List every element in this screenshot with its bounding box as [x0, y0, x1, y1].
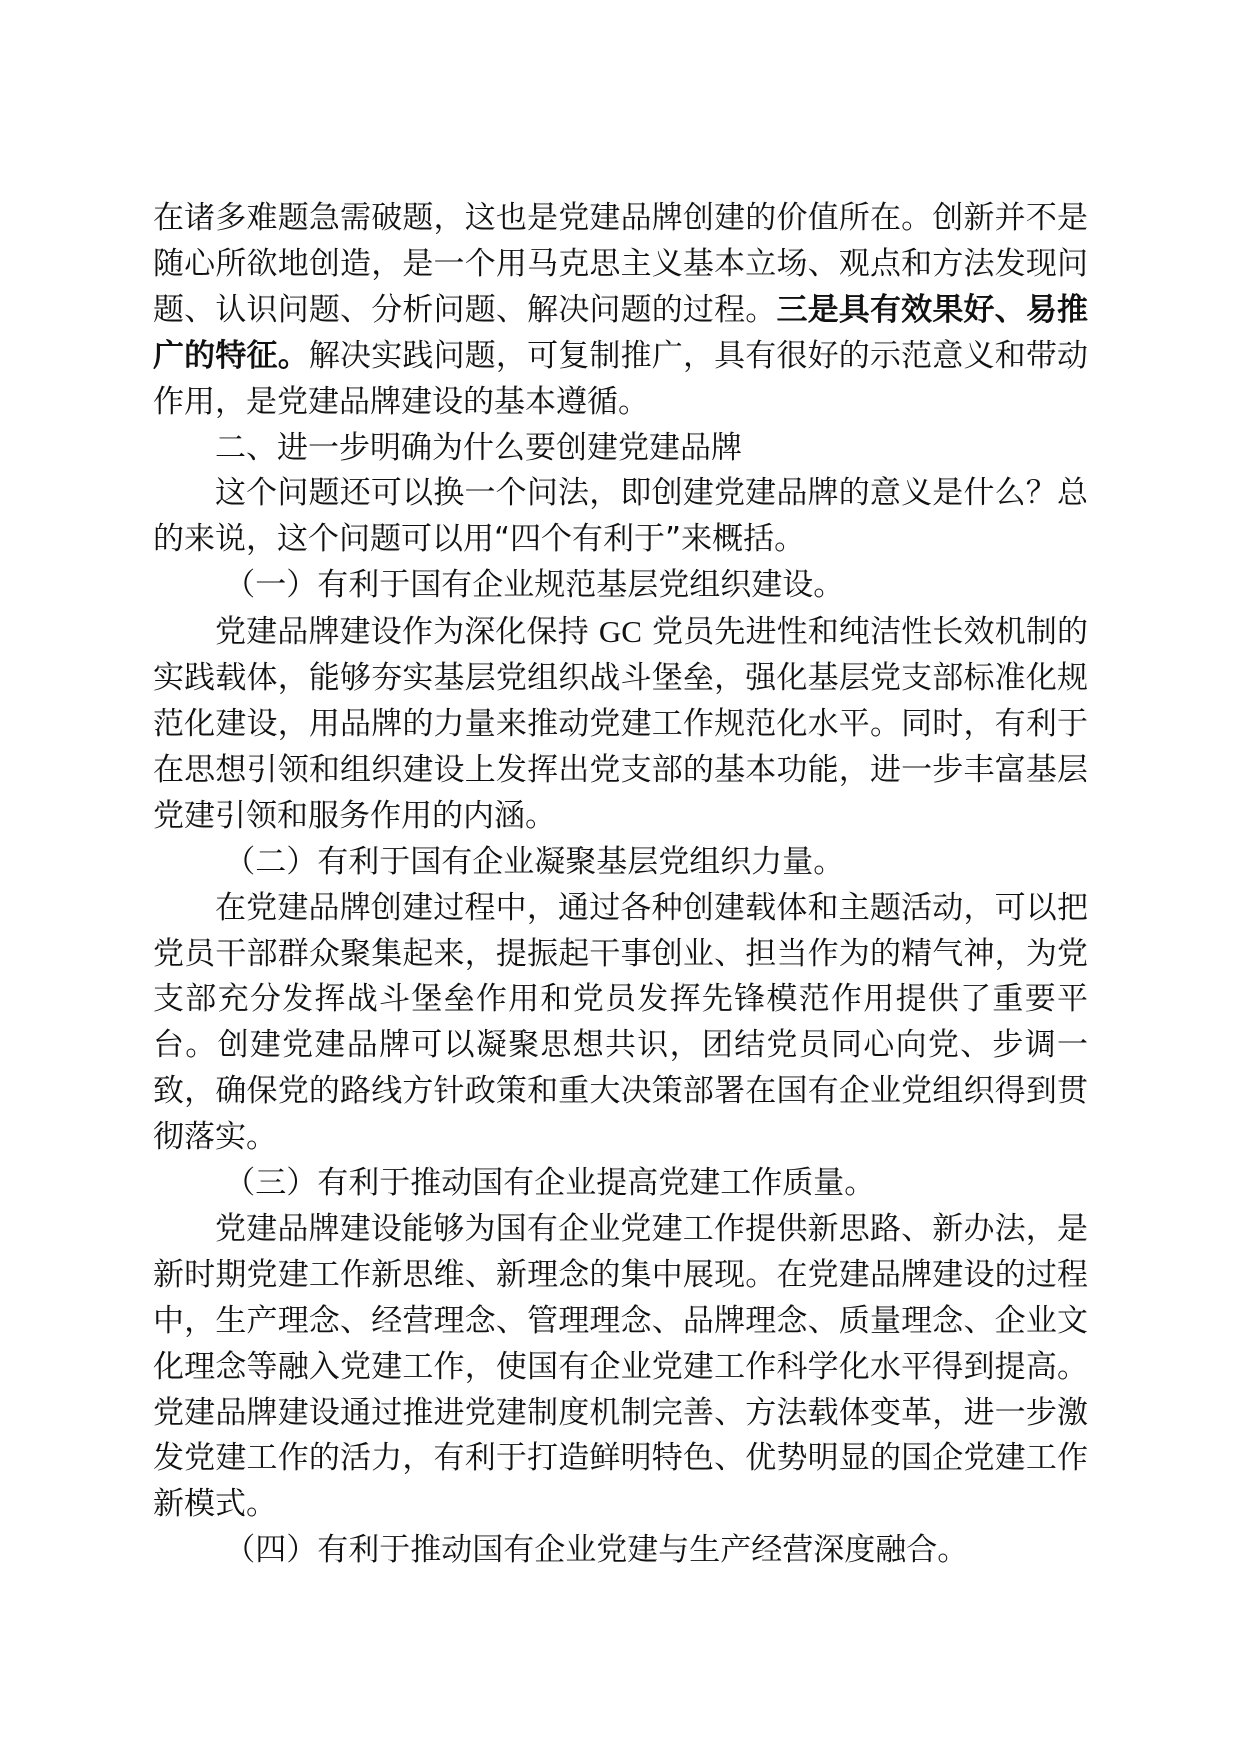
paragraph-text: 解决实践问题，可复制推广，具有很好的示范意义和带动作用，是党建品牌建设的基本遵循。 — [153, 337, 1089, 420]
paragraph-sub-three: 党建品牌建设能够为国有企业党建工作提供新思路、新办法，是新时期党建工作新思维、新理念的集中展现。在党建品牌建设的过程中，生产理念、经营理念、管理理念、品牌理念、质量理念、企业文化理念等融入党建工作，使国有企业党建工作科学化水平得到提高。党建品牌建设通过推进党建制度机制完善、方法载体变革，进一步激发党建工作的活力，有利于打造鲜明特色、优势明显的国企党建工作新模式。 — [153, 1210, 1088, 1523]
paragraph-sub-one — [153, 609, 1088, 840]
paragraph-text: 党建品牌建设作为深化保持 — [215, 614, 599, 651]
latin-abbreviation: GC — [598, 614, 642, 650]
paragraph-text: 党员先进性和纯洁性长效机制的实践载体，能够夯实基层党组织战斗堡垒，强化基层党支部标准化规范化建设，用品牌的力量来推动党建工作规范化水平。同时，有利于在思想引领和组织建设上发挥出党支部的基本功能，进一步丰富基层党建引领和服务作用的内涵。 — [153, 614, 1089, 834]
subheading-three: （三）有利于推动国有企业提高党建工作质量。 — [224, 1165, 876, 1202]
subheading-four: （四）有利于推动国有企业党建与生产经营深度融合。 — [224, 1532, 969, 1569]
paragraph-value-of-brand — [153, 196, 1088, 426]
subheading-two: （二）有利于国有企业凝聚基层党组织力量。 — [224, 843, 845, 880]
document-body — [153, 196, 1088, 1574]
paragraph-sub-two: 在党建品牌创建过程中，通过各种创建载体和主题活动，可以把党员干部群众聚集起来，提振起干事创业、担当作为的精气神，为党支部充分发挥战斗堡垒作用和党员发挥先锋模范作用提供了重要平台。创建党建品牌可以凝聚思想共识，团结党员同心向党、步调一致，确保党的路线方针政策和重大决策部署在国有企业党组织得到贯彻落实。 — [153, 889, 1088, 1156]
paragraph-text: 在诸多难题急需破题，这也是党建品牌创建的价值所在。创新并不是随心所欲地创造，是一个用马克思主义基本立场、观点和方法发现问题、认识问题、分析问题、解决问题的过程。 — [153, 200, 1088, 328]
paragraph-meaning-intro: 这个问题还可以换一个问法，即创建党建品牌的意义是什么？总的来说，这个问题可以用“四个有利于”来概括。 — [153, 475, 1088, 558]
subheading-one: （一）有利于国有企业规范基层党组织建设。 — [224, 567, 845, 604]
section-heading: 二、进一步明确为什么要创建党建品牌 — [215, 429, 742, 466]
bold-key-point: 三是具有效果好、易推广的特征。 — [153, 291, 1089, 374]
